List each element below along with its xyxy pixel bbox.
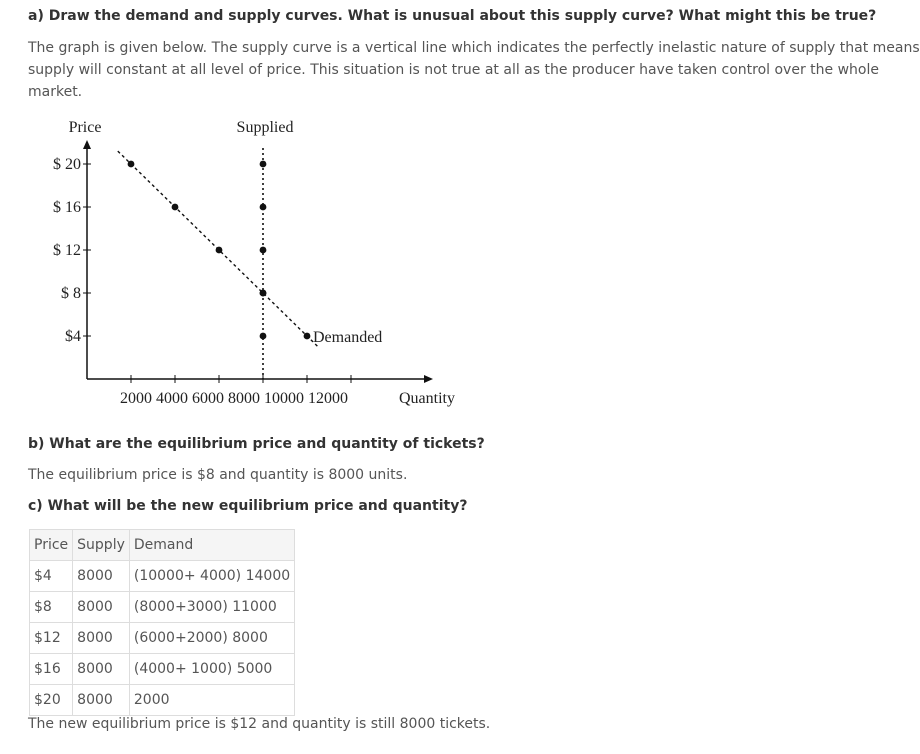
cell-demand: (8000+3000) 11000 [129, 592, 294, 623]
answer-a: The graph is given below. The supply curve is a vertical line which indicates the perfectly inelastic nature of supply that means supply will constant at all level of price. This situation is not true at all as the producer have taken control over the whole market. [28, 40, 920, 100]
cell-price: $16 [30, 654, 73, 685]
cell-demand: (6000+2000) 8000 [129, 623, 294, 654]
y-tick-label: $ 20 [53, 156, 81, 173]
x-tick-label: 6000 [192, 390, 224, 407]
x-axis-arrow-icon [424, 375, 433, 383]
cell-supply: 8000 [73, 592, 130, 623]
header-price: Price [30, 530, 73, 561]
cell-demand: 2000 [129, 685, 294, 716]
demand-point [172, 204, 179, 211]
supply-point [260, 204, 267, 211]
supply-point [260, 161, 267, 168]
table-row [30, 592, 295, 623]
header-supply: Supply [73, 530, 130, 561]
demand-point [260, 290, 267, 297]
supply-demand-chart [0, 100, 520, 420]
x-tick-label: 2000 [120, 390, 152, 407]
question-c: c) What will be the new equilibrium price and quantity? [28, 498, 468, 514]
cell-demand: (4000+ 1000) 5000 [129, 654, 294, 685]
question-a: a) Draw the demand and supply curves. What is unusual about this supply curve? What might this be true? [28, 8, 877, 24]
demand-point [216, 247, 223, 254]
y-tick-label: $ 8 [61, 285, 81, 302]
y-tick-label: $ 12 [53, 242, 81, 259]
y-tick-label: $4 [65, 328, 81, 345]
schedule-table [29, 529, 295, 716]
x-tick-label: 12000 [308, 390, 348, 407]
table-header-row [30, 530, 295, 561]
supply-label: Supplied [236, 119, 294, 136]
cell-supply: 8000 [73, 685, 130, 716]
cell-demand: (10000+ 4000) 14000 [129, 561, 294, 592]
cell-price: $4 [30, 561, 73, 592]
supply-point [260, 333, 267, 340]
x-axis-title: Quantity [399, 390, 455, 407]
x-tick-label: 4000 [156, 390, 188, 407]
cell-price: $20 [30, 685, 73, 716]
demand-point [128, 161, 135, 168]
x-tick-label: 8000 [228, 390, 260, 407]
cell-supply: 8000 [73, 623, 130, 654]
chart-axes [83, 140, 433, 383]
demand-label: Demanded [313, 329, 383, 346]
table-row [30, 685, 295, 716]
y-axis-arrow-icon [83, 140, 91, 149]
chart-ticks [83, 164, 351, 383]
question-b: b) What are the equilibrium price and quantity of tickets? [28, 436, 485, 452]
demand-point [304, 333, 311, 340]
answer-b: The equilibrium price is $8 and quantity is 8000 units. [28, 467, 408, 483]
y-tick-label: $ 16 [53, 199, 81, 216]
cell-supply: 8000 [73, 561, 130, 592]
supply-point [260, 247, 267, 254]
table-row [30, 623, 295, 654]
answer-c: The new equilibrium price is $12 and quantity is still 8000 tickets. [28, 716, 491, 732]
cell-price: $8 [30, 592, 73, 623]
header-demand: Demand [129, 530, 294, 561]
table-row [30, 654, 295, 685]
x-tick-label: 10000 [264, 390, 304, 407]
table-row [30, 561, 295, 592]
cell-price: $12 [30, 623, 73, 654]
y-axis-title: Price [68, 119, 102, 136]
x-tick-labels [120, 390, 348, 407]
chart-tick-labels [53, 156, 348, 407]
cell-supply: 8000 [73, 654, 130, 685]
chart-series-lines [118, 148, 318, 379]
